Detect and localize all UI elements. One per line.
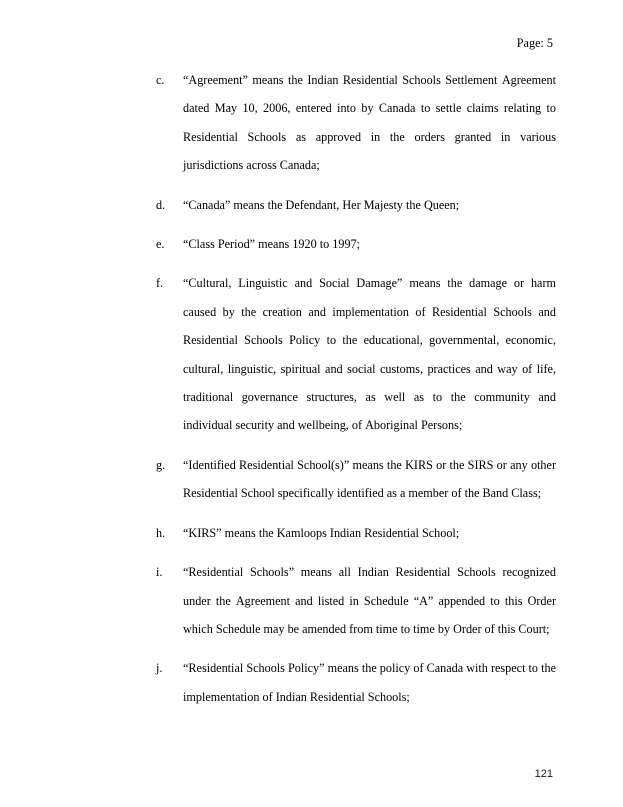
definition-letter: i. (156, 565, 163, 580)
definition-text: “Canada” means the Defendant, Her Majesty the Queen; (183, 197, 460, 212)
definition-item-i (156, 558, 556, 643)
definition-item-f (156, 269, 556, 439)
definitions-list (156, 66, 556, 722)
definition-text: “Agreement” means the Indian Residential Schools Settlement Agreement dated May 10, 2006, entered into by Canada to settle claims relating to Residential Schools as approved in the orders granted in various jurisdictions across Canada; (183, 73, 556, 173)
definition-letter: c. (156, 73, 165, 87)
definition-letter: f. (156, 276, 164, 291)
definition-item-e (156, 230, 556, 258)
definition-letter: j. (156, 661, 163, 676)
definition-text: “Class Period” means 1920 to 1997; (183, 237, 361, 252)
page-header-label: Page: 5 (516, 36, 553, 50)
definition-item-c (156, 66, 556, 180)
definition-item-j (156, 654, 556, 711)
definition-letter: h. (156, 525, 166, 540)
definition-letter: d. (156, 197, 166, 212)
definition-text: “KIRS” means the Kamloops Indian Residential School; (183, 525, 460, 540)
definition-item-g (156, 451, 556, 508)
definition-item-d (156, 191, 556, 219)
definition-text: “Cultural, Linguistic and Social Damage” means the damage or harm caused by the creation and implementation of Residential Schools and Residential Schools Policy to the educational, governmental, economic, cultural, linguistic, spiritual and social customs, practices and way of life, traditional governance structures, as well as to the community and individual security and wellbeing, of Aboriginal Persons; (183, 276, 556, 433)
definition-item-h (156, 519, 556, 547)
definition-letter: g. (156, 457, 166, 472)
definition-text: “Residential Schools” means all Indian Residential Schools recognized under the Agreement and listed in Schedule “A” appended to this Order which Schedule may be amended from time to time by Order of this Court; (183, 565, 556, 636)
definition-letter: e. (156, 237, 165, 252)
page-number: 121 (534, 768, 553, 780)
definition-text: “Residential Schools Policy” means the policy of Canada with respect to the implementation of Indian Residential Schools; (183, 661, 556, 704)
definition-text: “Identified Residential School(s)” means the KIRS or the SIRS or any other Residential School specifically identified as a member of the Band Class; (183, 457, 556, 501)
